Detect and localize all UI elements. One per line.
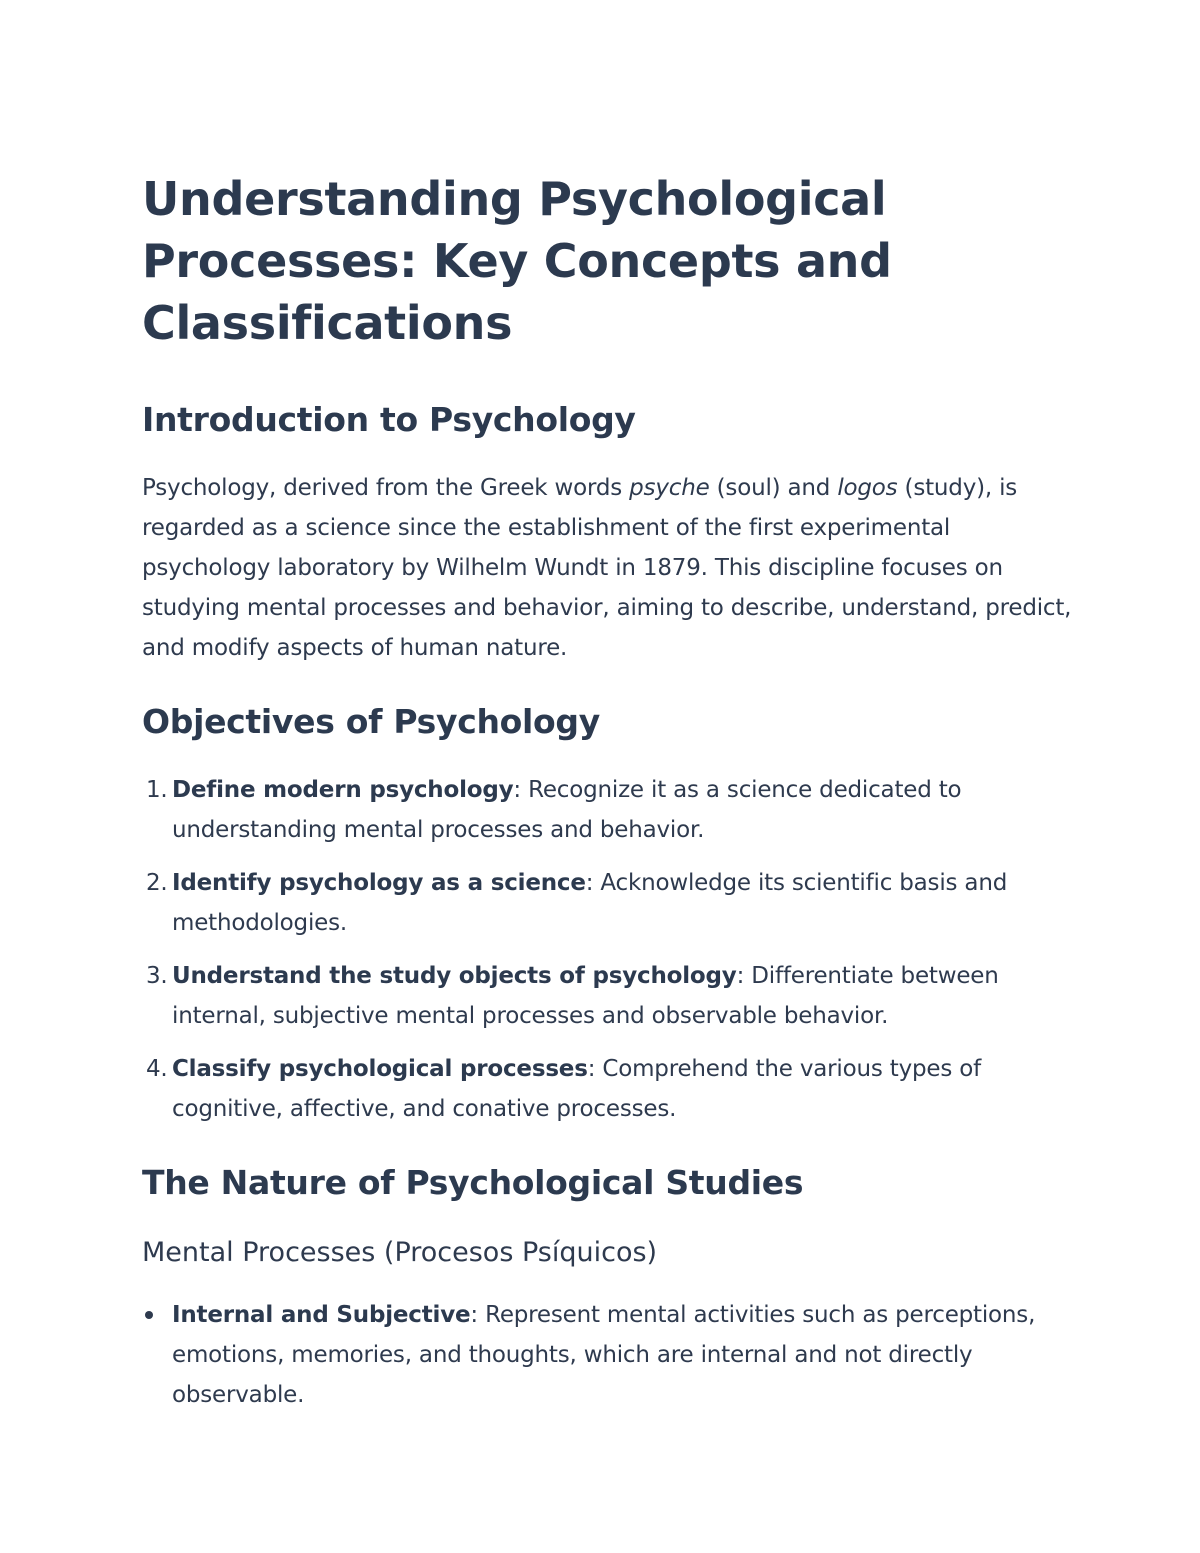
document-title: Understanding Psychological Processes: Key Concepts and Classifications bbox=[142, 172, 892, 350]
bullet-term: Internal and Subjective bbox=[172, 1302, 471, 1328]
objective-term: Understand the study objects of psychology bbox=[172, 963, 737, 989]
objective-number: 3. bbox=[146, 963, 168, 989]
objective-number: 1. bbox=[146, 777, 168, 803]
objective-term: Classify psychological processes bbox=[172, 1056, 588, 1082]
intro-text-rest: (study), is regarded as a science since the establishment of the first experimental psychology laboratory by Wilhelm Wundt in 1879. This discipline focuses on studying mental processes and behavior, aiming to describe, understand, predict, and modify aspects of human nature. bbox=[142, 475, 1072, 661]
bullet-item bbox=[142, 1295, 1072, 1415]
intro-text-start: Psychology, derived from the Greek words bbox=[142, 475, 630, 501]
objective-item bbox=[142, 1049, 1072, 1129]
objectives-list bbox=[142, 770, 1072, 1129]
nature-heading: The Nature of Psychological Studies bbox=[142, 1163, 804, 1202]
objective-item bbox=[142, 863, 1072, 943]
objective-number: 4. bbox=[146, 1056, 168, 1082]
bullet-desc: : Represent mental activities such as perceptions, emotions, memories, and thoughts, which are internal and not directly observable. bbox=[172, 1302, 1036, 1408]
objectives-heading: Objectives of Psychology bbox=[142, 702, 600, 741]
objective-desc: : Acknowledge its scientific basis and methodologies. bbox=[172, 870, 1008, 936]
objective-term: Define modern psychology bbox=[172, 777, 514, 803]
objective-item bbox=[142, 956, 1072, 1036]
mental-processes-subheading: Mental Processes (Procesos Psíquicos) bbox=[142, 1237, 658, 1268]
objective-desc: : Recognize it as a science dedicated to understanding mental processes and behavior. bbox=[172, 777, 962, 843]
objective-term: Identify psychology as a science bbox=[172, 870, 586, 896]
bullet-dot-icon bbox=[145, 1311, 153, 1319]
objective-number: 2. bbox=[146, 870, 168, 896]
term-psyche: psyche bbox=[629, 475, 710, 501]
term-logos: logos bbox=[837, 475, 898, 501]
objective-desc: : Differentiate between internal, subjective mental processes and observable behavior. bbox=[172, 963, 999, 1029]
objective-desc: : Comprehend the various types of cognitive, affective, and conative processes. bbox=[172, 1056, 982, 1122]
mental-processes-list bbox=[142, 1295, 1072, 1415]
intro-heading: Introduction to Psychology bbox=[142, 400, 636, 439]
intro-text-soul: (soul) and bbox=[709, 475, 838, 501]
objective-item bbox=[142, 770, 1072, 850]
document-page bbox=[142, 168, 1072, 1415]
intro-paragraph bbox=[142, 468, 1072, 668]
